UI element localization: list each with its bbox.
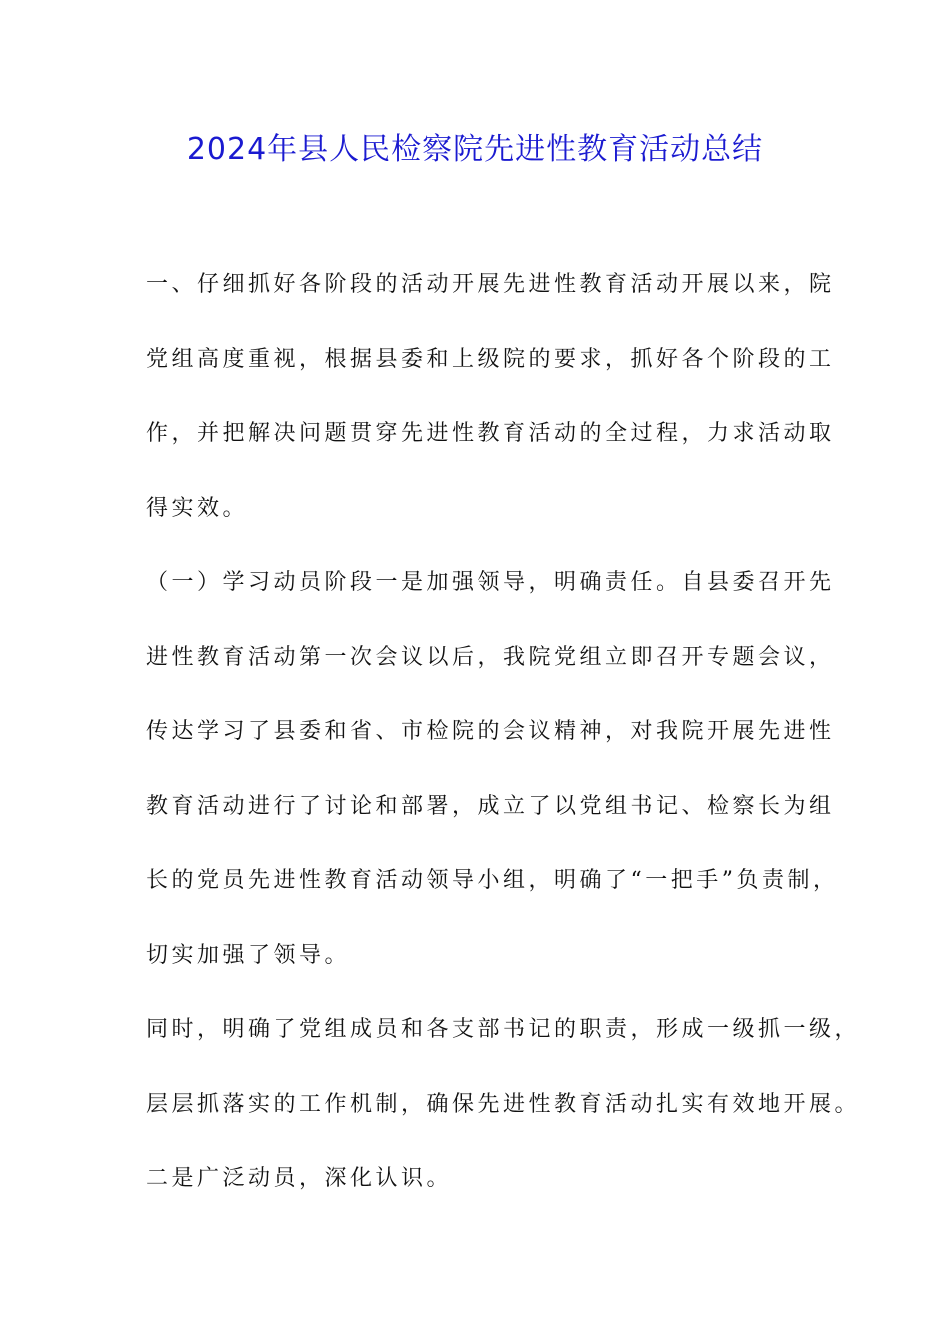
body-line: 切实加强了领导。 [146, 943, 351, 968]
body-line: 得实效。 [146, 496, 249, 521]
body-line: 长的党员先进性教育活动领导小组，明确了“一把手”负责制， [146, 868, 839, 893]
body-line: 二是广泛动员，深化认识。 [146, 1166, 453, 1191]
body-line: 一、仔细抓好各阶段的活动开展先进性教育活动开展以来，院 [146, 272, 835, 297]
body-line: （一）学习动员阶段一是加强领导，明确责任。自县委召开先 [146, 570, 835, 595]
body-line: 党组高度重视，根据县委和上级院的要求，抓好各个阶段的工 [146, 347, 835, 372]
body-line: 进性教育活动第一次会议以后，我院党组立即召开专题会议， [146, 645, 835, 670]
body-line: 传达学习了县委和省、市检院的会议精神，对我院开展先进性 [146, 719, 835, 744]
body-line: 层层抓落实的工作机制，确保先进性教育活动扎实有效地开展。 [146, 1092, 861, 1117]
document-title: 2024年县人民检察院先进性教育活动总结 [186, 132, 764, 167]
body-line: 同时，明确了党组成员和各支部书记的职责，形成一级抓一级， [146, 1017, 861, 1042]
body-line: 教育活动进行了讨论和部署，成立了以党组书记、检察长为组 [146, 794, 835, 819]
body-line: 作，并把解决问题贯穿先进性教育活动的全过程，力求活动取 [146, 421, 835, 446]
